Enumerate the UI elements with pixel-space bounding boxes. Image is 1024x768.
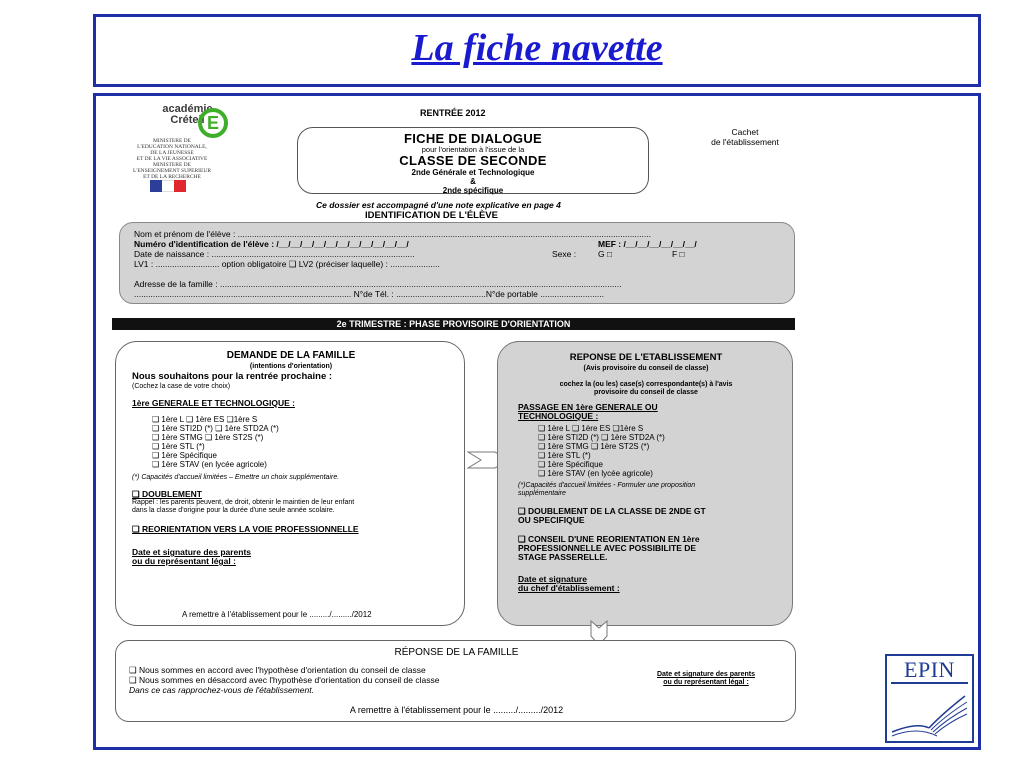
- student-id-field[interactable]: Numéro d'identification de l'élève : /__/__/__/__/__/__/__/__/__/__/__/: [134, 239, 409, 249]
- book-icon: [887, 684, 972, 742]
- family-check-hint: (Cochez la case de votre choix): [132, 383, 231, 390]
- school-option[interactable]: ❑ 1ère STI2D (*) ❑ 1ère STD2A (*): [538, 433, 665, 442]
- school-doublement-line2: OU SPECIFIQUE: [518, 515, 585, 525]
- family-doublement-option[interactable]: ❑ DOUBLEMENT: [132, 489, 202, 499]
- family-option[interactable]: ❑ 1ère STL (*): [152, 442, 205, 451]
- explanatory-note: Ce dossier est accompagné d'une note explicative en page 4: [316, 200, 561, 210]
- family-response-box: [115, 640, 796, 722]
- family-response-title: RÉPONSE DE LA FAMILLE: [394, 647, 519, 658]
- school-signature-line1: Date et signature: [518, 574, 587, 584]
- school-option[interactable]: ❑ 1ère STAV (en lycée agricole): [538, 469, 653, 478]
- fiche-gt: 2nde Générale et Technologique: [411, 168, 535, 177]
- french-flag-icon: [150, 180, 186, 192]
- family-signature-line2: ou du représentant légal :: [132, 556, 236, 566]
- family-response-return-date: A remettre à l'établissement pour le ........./........./2012: [349, 705, 564, 715]
- epin-logo: [885, 654, 974, 743]
- family-request-subtitle: (intentions d'orientation): [249, 363, 333, 370]
- epin-logo-text: EPIN: [904, 657, 955, 682]
- fiche-title: FICHE DE DIALOGUE: [404, 131, 542, 146]
- ministry-line: L'ENSEIGNEMENT SUPERIEUR: [132, 168, 212, 174]
- family-option[interactable]: ❑ 1ère L ❑ 1ère ES ❑1ère S: [152, 415, 258, 424]
- birthdate-field[interactable]: Date de naissance : ......................................................................................: [134, 249, 415, 259]
- ministry-line: DE LA JEUNESSE: [150, 150, 194, 156]
- school-response-subtitle: (Avis provisoire du conseil de classe): [583, 365, 709, 372]
- school-conseil-option[interactable]: ❑ CONSEIL D'UNE REORIENTATION EN 1ère: [518, 534, 700, 544]
- school-conseil-line2: PROFESSIONNELLE AVEC POSSIBILITE DE: [518, 543, 697, 553]
- family-wish-text: Nous souhaitons pour la rentrée prochaine :: [132, 371, 333, 382]
- school-option[interactable]: ❑ 1ère STMG ❑ 1ère ST2S (*): [538, 442, 650, 451]
- family-option[interactable]: ❑ 1ère STAV (en lycée agricole): [152, 460, 267, 469]
- academie-e-icon: E: [198, 108, 228, 138]
- sexe-f-checkbox[interactable]: F □: [672, 249, 685, 259]
- ministry-line: MINISTERE DE: [152, 162, 192, 168]
- family-option[interactable]: ❑ 1ère Spécifique: [152, 451, 217, 460]
- family-agree-option[interactable]: ❑ Nous sommes en accord avec l'hypothèse d'orientation du conseil de classe: [129, 665, 426, 675]
- school-response-box: [497, 341, 793, 626]
- academie-city: Créteil: [170, 114, 205, 126]
- cachet-line: Cachet: [731, 127, 759, 137]
- school-conseil-line3: STAGE PASSERELLE.: [518, 552, 608, 562]
- student-name-field[interactable]: Nom et prénom de l'élève : ...............................................................................................................................................................................: [134, 229, 651, 239]
- phone-field[interactable]: ............................................................................................ N°de Tél. : ......................................N°de portable ...........................: [134, 289, 605, 299]
- family-option[interactable]: ❑ 1ère STMG ❑ 1ère ST2S (*): [152, 433, 264, 442]
- family-disagree-option[interactable]: ❑ Nous sommes en désaccord avec l'hypothèse d'orientation du conseil de classe: [129, 675, 440, 685]
- school-response-title: REPONSE DE L'ETABLISSEMENT: [569, 352, 723, 363]
- school-passage-line2: TECHNOLOGIQUE :: [518, 411, 599, 421]
- school-capacity-line2: supplémentaire: [518, 490, 566, 497]
- school-check-hint-line2: provisoire du conseil de classe: [594, 389, 698, 396]
- ministry-line: ET DE LA RECHERCHE: [143, 174, 201, 180]
- family-reorientation-option[interactable]: ❑ REORIENTATION VERS LA VOIE PROFESSIONNELLE: [132, 524, 359, 534]
- fiche-title-box: [297, 127, 649, 194]
- ministry-education: [112, 138, 232, 162]
- school-option[interactable]: ❑ 1ère L ❑ 1ère ES ❑1ère S: [538, 424, 644, 433]
- rentree-label: RENTRÉE 2012: [420, 108, 486, 118]
- school-capacity-line1: (*)Capacités d'accueil limitées - Formuler une proposition: [518, 482, 696, 489]
- identification-title: IDENTIFICATION DE L'ÉLÈVE: [365, 210, 498, 221]
- school-signature-line2: du chef d'établissement :: [518, 583, 620, 593]
- ministry-line: L'EDUCATION NATIONALE,: [137, 144, 207, 150]
- sexe-label: Sexe :: [552, 249, 577, 259]
- school-doublement-option[interactable]: ❑ DOUBLEMENT DE LA CLASSE DE 2NDE GT: [518, 506, 706, 516]
- family-rappel-line1: Rappel : les parents peuvent, de droit, obtenir le maintien de leur enfant: [132, 499, 355, 506]
- school-passage-line1: PASSAGE EN 1ère GENERALE OU: [518, 402, 658, 412]
- address-field[interactable]: Adresse de la famille : ..........................................................................................................................................................................: [134, 279, 622, 289]
- ministry-line: MINISTERE DE: [152, 138, 192, 144]
- family-response-signature-line2: ou du représentant légal :: [663, 679, 749, 686]
- lv-field[interactable]: LV1 : ........................... option obligatoire ❑ LV2 (préciser laquelle) : .....................: [134, 259, 440, 269]
- fiche-subtitle: pour l'orientation à l'issue de la: [421, 145, 525, 154]
- family-request-title: DEMANDE DE LA FAMILLE: [226, 350, 356, 361]
- fiche-amp: &: [470, 177, 476, 186]
- fiche-classe: CLASSE DE SECONDE: [399, 153, 547, 168]
- fiche-spec: 2nde spécifique: [442, 186, 504, 195]
- slide-title-box: [93, 14, 981, 87]
- family-capacity-note: (*) Capacités d'accueil limitées – Emettre un choix supplémentaire.: [132, 474, 340, 481]
- academie-logo: [140, 103, 235, 133]
- cachet-line: de l'établissement: [711, 137, 779, 147]
- trimester-banner: 2e TRIMESTRE : PHASE PROVISOIRE D'ORIENTATION: [112, 318, 795, 330]
- family-rappel-line2: dans la classe d'origine pour la durée d'une seule année scolaire.: [132, 507, 335, 514]
- cachet-label: [695, 127, 795, 147]
- family-request-box: [115, 341, 465, 626]
- identification-box: [119, 222, 795, 304]
- ministry-higher-ed: [112, 162, 232, 180]
- family-section-heading: 1ère GENERALE ET TECHNOLOGIQUE :: [132, 398, 295, 408]
- school-check-hint-line1: cochez la (ou les) case(s) correspondante(s) à l'avis: [559, 381, 733, 388]
- school-option[interactable]: ❑ 1ère Spécifique: [538, 460, 603, 469]
- academie-label: académie: [162, 103, 213, 115]
- family-return-date: A remettre à l'établissement pour le ........./........./2012: [182, 610, 372, 619]
- slide-title: La fiche navette: [411, 27, 663, 69]
- family-contact-note: Dans ce cas rapprochez-vous de l'établissement.: [129, 685, 314, 695]
- family-signature-line1: Date et signature des parents: [132, 547, 252, 557]
- family-option[interactable]: ❑ 1ère STI2D (*) ❑ 1ère STD2A (*): [152, 424, 279, 433]
- school-option[interactable]: ❑ 1ère STL (*): [538, 451, 591, 460]
- family-response-signature-line1: Date et signature des parents: [656, 671, 756, 678]
- ministry-line: ET DE LA VIE ASSOCIATIVE: [136, 156, 208, 162]
- sexe-g-checkbox[interactable]: G □: [598, 249, 613, 259]
- mef-field[interactable]: MEF : /__/__/__/__/__/__/: [598, 239, 697, 249]
